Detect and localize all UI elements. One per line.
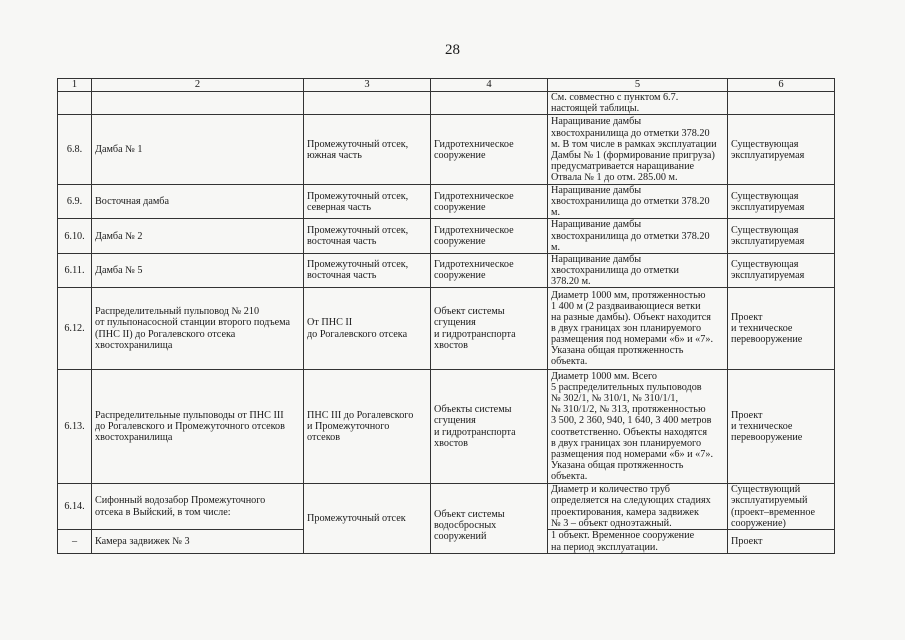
cell-status: Проект и техническое перевооружение [728, 288, 835, 370]
cell-num [58, 92, 92, 115]
cell-name: Распределительные пульповоды от ПНС III до Рогалевского и Промежуточного отсеков хвостохранилища [92, 370, 304, 484]
cell-type: Гидротехническое сооружение [431, 185, 548, 219]
objects-table [57, 78, 835, 554]
table-row [58, 115, 835, 185]
cell-description: Диаметр и количество труб определяется на следующих стадиях проектирования, камера задвижек № 3 – объект одноэтажный. [548, 484, 728, 530]
table-row [58, 185, 835, 219]
cell-type: Объекты системы сгущения и гидротранспорта хвостов [431, 370, 548, 484]
cell-type: Гидротехническое сооружение [431, 219, 548, 253]
cell-description: 1 объект. Временное сооружение на период эксплуатации. [548, 530, 728, 554]
cell-status: Существующий эксплуатируемый (проект–временное сооружение) [728, 484, 835, 530]
table-header-row [58, 79, 835, 92]
cell-name: Восточная дамба [92, 185, 304, 219]
cell-type [431, 92, 548, 115]
table-row [58, 253, 835, 287]
cell-num: 6.13. [58, 370, 92, 484]
cell-location: Промежуточный отсек, северная часть [304, 185, 431, 219]
column-header: 1 [58, 79, 92, 92]
cell-status: Проект и техническое перевооружение [728, 370, 835, 484]
cell-status: Существующая эксплуатируемая [728, 115, 835, 185]
cell-name: Сифонный водозабор Промежуточного отсека в Выйский, в том числе: [92, 484, 304, 530]
cell-type: Объект системы водосбросных сооружений [431, 484, 548, 554]
cell-name: Камера задвижек № 3 [92, 530, 304, 554]
cell-description: Наращивание дамбы хвостохранилища до отметки 378.20 м. [548, 185, 728, 219]
cell-num: 6.14. [58, 484, 92, 530]
cell-name [92, 92, 304, 115]
cell-location: Промежуточный отсек, восточная часть [304, 253, 431, 287]
column-header: 4 [431, 79, 548, 92]
column-header: 6 [728, 79, 835, 92]
cell-status [728, 92, 835, 115]
cell-location: ПНС III до Рогалевского и Промежуточного отсеков [304, 370, 431, 484]
cell-status: Проект [728, 530, 835, 554]
page-number: 28 [445, 42, 460, 58]
cell-location: От ПНС II до Рогалевского отсека [304, 288, 431, 370]
cell-name: Дамба № 1 [92, 115, 304, 185]
column-header: 5 [548, 79, 728, 92]
cell-description: См. совместно с пунктом 6.7. настоящей таблицы. [548, 92, 728, 115]
cell-location [304, 92, 431, 115]
cell-status: Существующая эксплуатируемая [728, 219, 835, 253]
cell-name: Распределительный пульповод № 210 от пульпонасосной станции второго подъема (ПНС II) до Рогалевского отсека хвостохранилища [92, 288, 304, 370]
cell-description: Диаметр 1000 мм, протяженностью 1 400 м (2 раздваивающиеся ветки на разные дамбы). Объект находится в двух границах зон планируемого размещения под номерами «6» и «7». Указана общая протяженность объекта. [548, 288, 728, 370]
cell-name: Дамба № 5 [92, 253, 304, 287]
cell-num: 6.8. [58, 115, 92, 185]
cell-status: Существующая эксплуатируемая [728, 185, 835, 219]
cell-type: Объект системы сгущения и гидротранспорта хвостов [431, 288, 548, 370]
cell-num: 6.11. [58, 253, 92, 287]
table-row [58, 92, 835, 115]
cell-type: Гидротехническое сооружение [431, 253, 548, 287]
cell-num: 6.10. [58, 219, 92, 253]
cell-num: – [58, 530, 92, 554]
table-row [58, 288, 835, 370]
cell-description: Наращивание дамбы хвостохранилища до отметки 378.20 м. В том числе в рамках эксплуатации Дамбы № 1 (формирование пригруза) предусматривается наращивание Отвала № 1 до отм. 285.00 м. [548, 115, 728, 185]
column-header: 2 [92, 79, 304, 92]
cell-description: Наращивание дамбы хвостохранилища до отметки 378.20 м. [548, 219, 728, 253]
cell-location: Промежуточный отсек [304, 484, 431, 554]
cell-num: 6.9. [58, 185, 92, 219]
cell-type: Гидротехническое сооружение [431, 115, 548, 185]
cell-description: Диаметр 1000 мм. Всего 5 распределительных пульповодов № 302/1, № 310/1, № 310/1/1, № 310/1/2, № 313, протяженностью 3 500, 2 360, 940, 1 640, 3 400 метров соответственно. Объекты находятся в двух границах зон планируемого размещения под номерами «6» и «7». Указана общая протяженность объекта. [548, 370, 728, 484]
table-row [58, 484, 835, 530]
cell-name: Дамба № 2 [92, 219, 304, 253]
table-row [58, 219, 835, 253]
column-header: 3 [304, 79, 431, 92]
cell-location: Промежуточный отсек, восточная часть [304, 219, 431, 253]
cell-status: Существующая эксплуатируемая [728, 253, 835, 287]
cell-description: Наращивание дамбы хвостохранилища до отметки 378.20 м. [548, 253, 728, 287]
cell-num: 6.12. [58, 288, 92, 370]
table-row [58, 370, 835, 484]
cell-location: Промежуточный отсек, южная часть [304, 115, 431, 185]
